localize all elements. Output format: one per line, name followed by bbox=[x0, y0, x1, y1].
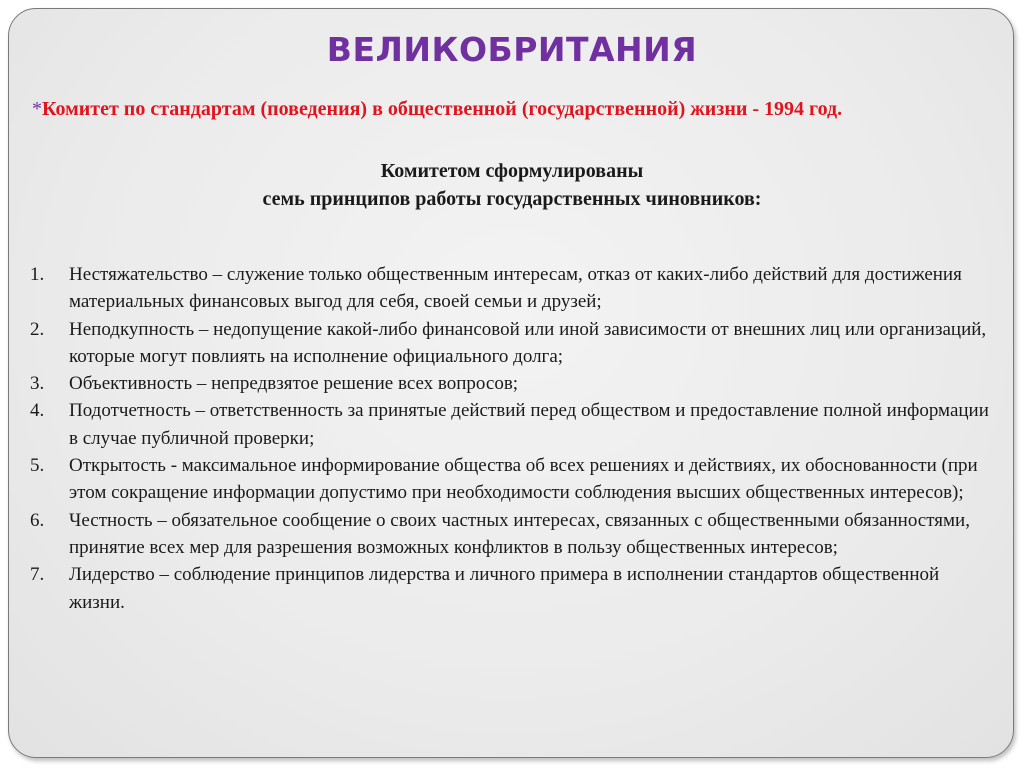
principles-intro bbox=[0, 157, 1024, 213]
principle-item bbox=[30, 452, 995, 507]
principle-item bbox=[30, 397, 995, 452]
principle-number: 7. bbox=[30, 564, 45, 586]
principle-item bbox=[30, 561, 995, 616]
principle-text: Нестяжательство – служение только общественным интересам, отказ от каких-либо действий для достижения материальных финансовых выгод для себя, своей семьи и друзей; bbox=[69, 264, 962, 313]
principle-number: 2. bbox=[30, 318, 45, 340]
principle-item bbox=[30, 316, 995, 371]
subtitle-line-1: Комитетом сформулированы bbox=[380, 160, 644, 182]
principle-item bbox=[30, 370, 995, 397]
principle-text: Честность – обязательное сообщение о своих частных интересах, связанных с общественными обязанностями, принятие всех мер для разрешения возможных конфликтов в пользу общественных интересов; bbox=[69, 509, 970, 558]
principle-item bbox=[30, 507, 995, 562]
principle-text: Лидерство – соблюдение принципов лидерства и личного примера в исполнении стандартов общественной жизни. bbox=[69, 564, 940, 613]
principle-number: 1. bbox=[30, 264, 45, 285]
slide-title: ВЕЛИКОБРИТАНИЯ bbox=[326, 30, 698, 69]
subtitle-line-2: семь принципов работы государственных чиновников: bbox=[262, 188, 762, 210]
principle-text: Подотчетность – ответственность за принятые действий перед обществом и предоставление полной информации в случае публичной проверки; bbox=[69, 400, 989, 449]
principle-number: 4. bbox=[30, 400, 45, 422]
principle-text: Неподкупность – недопущение какой-либо финансовой или иной зависимости от внешних лиц или организаций, которые могут повлиять на исполнение официального долга; bbox=[69, 318, 987, 367]
principle-number: 6. bbox=[30, 509, 45, 531]
principle-text: Объективность – непредвзятое решение всех вопросов; bbox=[69, 373, 519, 395]
principle-text: Открытость - максимальное информирование общества об всех решениях и действиях, их обоснованности (при этом сокращение информации допустимо при необходимости соблюдения высших общественных интересов); bbox=[69, 455, 978, 504]
principles-list bbox=[30, 261, 995, 616]
committee-heading bbox=[32, 95, 992, 124]
committee-text: Комитет по стандартам (поведения) в общественной (государственной) жизни - 1994 год. bbox=[42, 98, 843, 120]
principle-item bbox=[30, 261, 995, 316]
asterisk-marker: * bbox=[32, 98, 42, 120]
principle-number: 5. bbox=[30, 455, 45, 477]
principle-number: 3. bbox=[30, 373, 45, 395]
